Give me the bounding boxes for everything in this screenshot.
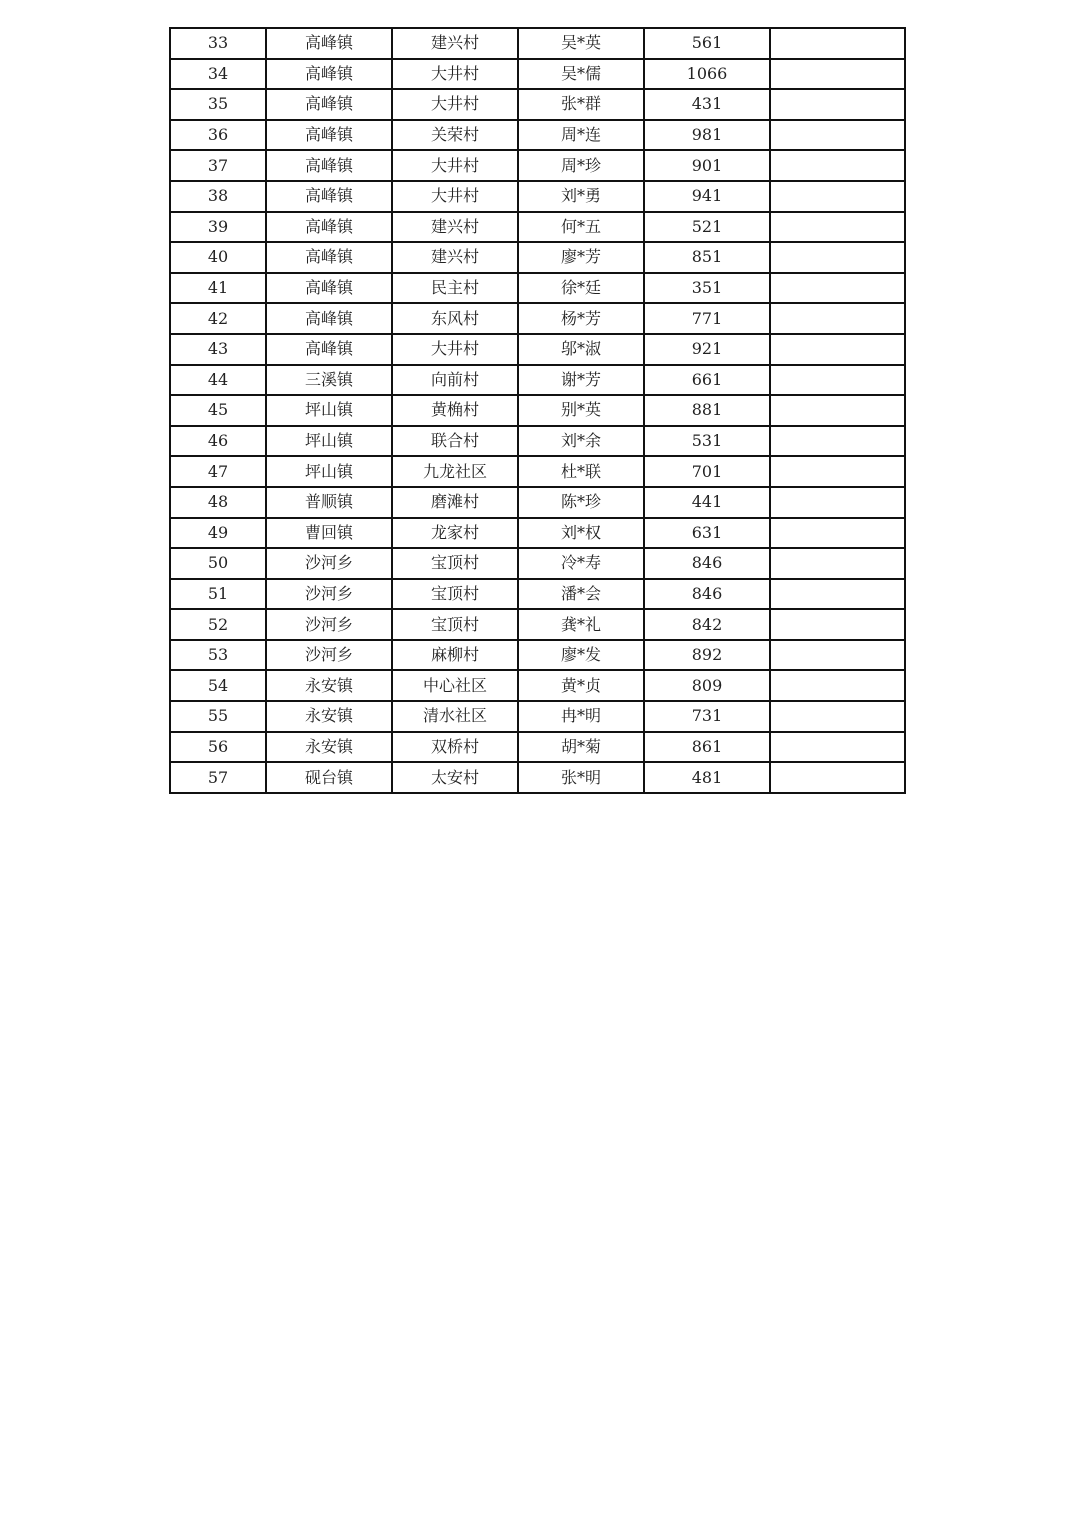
remark-cell [770, 518, 905, 549]
amount-cell: 701 [644, 456, 770, 487]
remark-cell [770, 242, 905, 273]
amount-cell: 1066 [644, 59, 770, 90]
village-cell: 九龙社区 [392, 456, 518, 487]
table-row [170, 670, 905, 701]
amount-cell: 531 [644, 426, 770, 457]
remark-cell [770, 609, 905, 640]
town-cell: 高峰镇 [266, 273, 392, 304]
village-cell: 宝顶村 [392, 548, 518, 579]
row-number-cell: 44 [170, 365, 266, 396]
row-number-cell: 56 [170, 732, 266, 763]
amount-cell: 771 [644, 303, 770, 334]
remark-cell [770, 732, 905, 763]
name-cell: 别*英 [518, 395, 644, 426]
town-cell: 沙河乡 [266, 548, 392, 579]
remark-cell [770, 334, 905, 365]
town-cell: 高峰镇 [266, 181, 392, 212]
remark-cell [770, 395, 905, 426]
table-row [170, 762, 905, 793]
row-number-cell: 34 [170, 59, 266, 90]
remark-cell [770, 670, 905, 701]
remark-cell [770, 426, 905, 457]
remark-cell [770, 89, 905, 120]
village-cell: 黄桷村 [392, 395, 518, 426]
village-cell: 大井村 [392, 334, 518, 365]
town-cell: 高峰镇 [266, 59, 392, 90]
town-cell: 曹回镇 [266, 518, 392, 549]
table-row [170, 242, 905, 273]
village-cell: 磨滩村 [392, 487, 518, 518]
row-number-cell: 33 [170, 28, 266, 59]
name-cell: 何*五 [518, 212, 644, 243]
town-cell: 高峰镇 [266, 242, 392, 273]
name-cell: 谢*芳 [518, 365, 644, 396]
table-row [170, 487, 905, 518]
amount-cell: 661 [644, 365, 770, 396]
village-cell: 大井村 [392, 150, 518, 181]
town-cell: 三溪镇 [266, 365, 392, 396]
name-cell: 冷*寿 [518, 548, 644, 579]
row-number-cell: 45 [170, 395, 266, 426]
amount-cell: 842 [644, 609, 770, 640]
table-row [170, 150, 905, 181]
village-cell: 双桥村 [392, 732, 518, 763]
remark-cell [770, 28, 905, 59]
row-number-cell: 39 [170, 212, 266, 243]
row-number-cell: 54 [170, 670, 266, 701]
amount-cell: 561 [644, 28, 770, 59]
name-cell: 吴*英 [518, 28, 644, 59]
village-cell: 宝顶村 [392, 609, 518, 640]
amount-cell: 631 [644, 518, 770, 549]
name-cell: 刘*余 [518, 426, 644, 457]
row-number-cell: 36 [170, 120, 266, 151]
name-cell: 杜*联 [518, 456, 644, 487]
amount-cell: 431 [644, 89, 770, 120]
row-number-cell: 50 [170, 548, 266, 579]
village-cell: 建兴村 [392, 242, 518, 273]
town-cell: 坪山镇 [266, 456, 392, 487]
village-cell: 建兴村 [392, 212, 518, 243]
table-row [170, 701, 905, 732]
table-row [170, 518, 905, 549]
name-cell: 刘*勇 [518, 181, 644, 212]
row-number-cell: 47 [170, 456, 266, 487]
village-cell: 龙家村 [392, 518, 518, 549]
table-row [170, 303, 905, 334]
town-cell: 永安镇 [266, 732, 392, 763]
amount-cell: 892 [644, 640, 770, 671]
name-cell: 廖*发 [518, 640, 644, 671]
town-cell: 坪山镇 [266, 395, 392, 426]
row-number-cell: 41 [170, 273, 266, 304]
town-cell: 坪山镇 [266, 426, 392, 457]
table-row [170, 28, 905, 59]
amount-cell: 981 [644, 120, 770, 151]
amount-cell: 731 [644, 701, 770, 732]
row-number-cell: 42 [170, 303, 266, 334]
village-cell: 麻柳村 [392, 640, 518, 671]
town-cell: 高峰镇 [266, 120, 392, 151]
amount-cell: 881 [644, 395, 770, 426]
town-cell: 沙河乡 [266, 579, 392, 610]
row-number-cell: 55 [170, 701, 266, 732]
village-cell: 联合村 [392, 426, 518, 457]
amount-cell: 846 [644, 548, 770, 579]
town-cell: 高峰镇 [266, 28, 392, 59]
row-number-cell: 37 [170, 150, 266, 181]
name-cell: 胡*菊 [518, 732, 644, 763]
remark-cell [770, 456, 905, 487]
town-cell: 沙河乡 [266, 640, 392, 671]
row-number-cell: 48 [170, 487, 266, 518]
name-cell: 陈*珍 [518, 487, 644, 518]
remark-cell [770, 303, 905, 334]
row-number-cell: 35 [170, 89, 266, 120]
row-number-cell: 53 [170, 640, 266, 671]
remark-cell [770, 120, 905, 151]
name-cell: 廖*芳 [518, 242, 644, 273]
village-cell: 建兴村 [392, 28, 518, 59]
amount-cell: 851 [644, 242, 770, 273]
village-cell: 大井村 [392, 181, 518, 212]
town-cell: 高峰镇 [266, 334, 392, 365]
name-cell: 徐*廷 [518, 273, 644, 304]
town-cell: 高峰镇 [266, 212, 392, 243]
amount-cell: 861 [644, 732, 770, 763]
remark-cell [770, 59, 905, 90]
remark-cell [770, 487, 905, 518]
table-row [170, 212, 905, 243]
village-cell: 太安村 [392, 762, 518, 793]
name-cell: 冉*明 [518, 701, 644, 732]
table-row [170, 579, 905, 610]
name-cell: 刘*权 [518, 518, 644, 549]
name-cell: 张*明 [518, 762, 644, 793]
remark-cell [770, 579, 905, 610]
town-cell: 高峰镇 [266, 150, 392, 181]
table-row [170, 732, 905, 763]
data-table [169, 27, 906, 794]
remark-cell [770, 181, 905, 212]
amount-cell: 901 [644, 150, 770, 181]
name-cell: 周*连 [518, 120, 644, 151]
village-cell: 民主村 [392, 273, 518, 304]
row-number-cell: 52 [170, 609, 266, 640]
row-number-cell: 43 [170, 334, 266, 365]
name-cell: 邬*淑 [518, 334, 644, 365]
name-cell: 黄*贞 [518, 670, 644, 701]
amount-cell: 809 [644, 670, 770, 701]
name-cell: 杨*芳 [518, 303, 644, 334]
name-cell: 周*珍 [518, 150, 644, 181]
village-cell: 东风村 [392, 303, 518, 334]
village-cell: 大井村 [392, 59, 518, 90]
town-cell: 普顺镇 [266, 487, 392, 518]
row-number-cell: 49 [170, 518, 266, 549]
village-cell: 关荣村 [392, 120, 518, 151]
table-row [170, 640, 905, 671]
table-row [170, 59, 905, 90]
amount-cell: 921 [644, 334, 770, 365]
table-row [170, 89, 905, 120]
row-number-cell: 46 [170, 426, 266, 457]
village-cell: 清水社区 [392, 701, 518, 732]
amount-cell: 521 [644, 212, 770, 243]
table-row [170, 365, 905, 396]
village-cell: 向前村 [392, 365, 518, 396]
village-cell: 宝顶村 [392, 579, 518, 610]
amount-cell: 941 [644, 181, 770, 212]
table-row [170, 609, 905, 640]
remark-cell [770, 273, 905, 304]
table-row [170, 456, 905, 487]
row-number-cell: 40 [170, 242, 266, 273]
table-row [170, 334, 905, 365]
table-row [170, 273, 905, 304]
remark-cell [770, 701, 905, 732]
amount-cell: 481 [644, 762, 770, 793]
row-number-cell: 57 [170, 762, 266, 793]
town-cell: 高峰镇 [266, 303, 392, 334]
table-body [170, 28, 905, 793]
remark-cell [770, 548, 905, 579]
name-cell: 潘*会 [518, 579, 644, 610]
table-row [170, 548, 905, 579]
amount-cell: 351 [644, 273, 770, 304]
name-cell: 张*群 [518, 89, 644, 120]
remark-cell [770, 150, 905, 181]
town-cell: 砚台镇 [266, 762, 392, 793]
remark-cell [770, 212, 905, 243]
remark-cell [770, 762, 905, 793]
name-cell: 吴*儒 [518, 59, 644, 90]
town-cell: 永安镇 [266, 701, 392, 732]
table-row [170, 395, 905, 426]
remark-cell [770, 365, 905, 396]
table-row [170, 120, 905, 151]
table-row [170, 426, 905, 457]
amount-cell: 441 [644, 487, 770, 518]
village-cell: 大井村 [392, 89, 518, 120]
row-number-cell: 51 [170, 579, 266, 610]
amount-cell: 846 [644, 579, 770, 610]
remark-cell [770, 640, 905, 671]
row-number-cell: 38 [170, 181, 266, 212]
village-cell: 中心社区 [392, 670, 518, 701]
town-cell: 高峰镇 [266, 89, 392, 120]
town-cell: 沙河乡 [266, 609, 392, 640]
name-cell: 龚*礼 [518, 609, 644, 640]
town-cell: 永安镇 [266, 670, 392, 701]
table-row [170, 181, 905, 212]
